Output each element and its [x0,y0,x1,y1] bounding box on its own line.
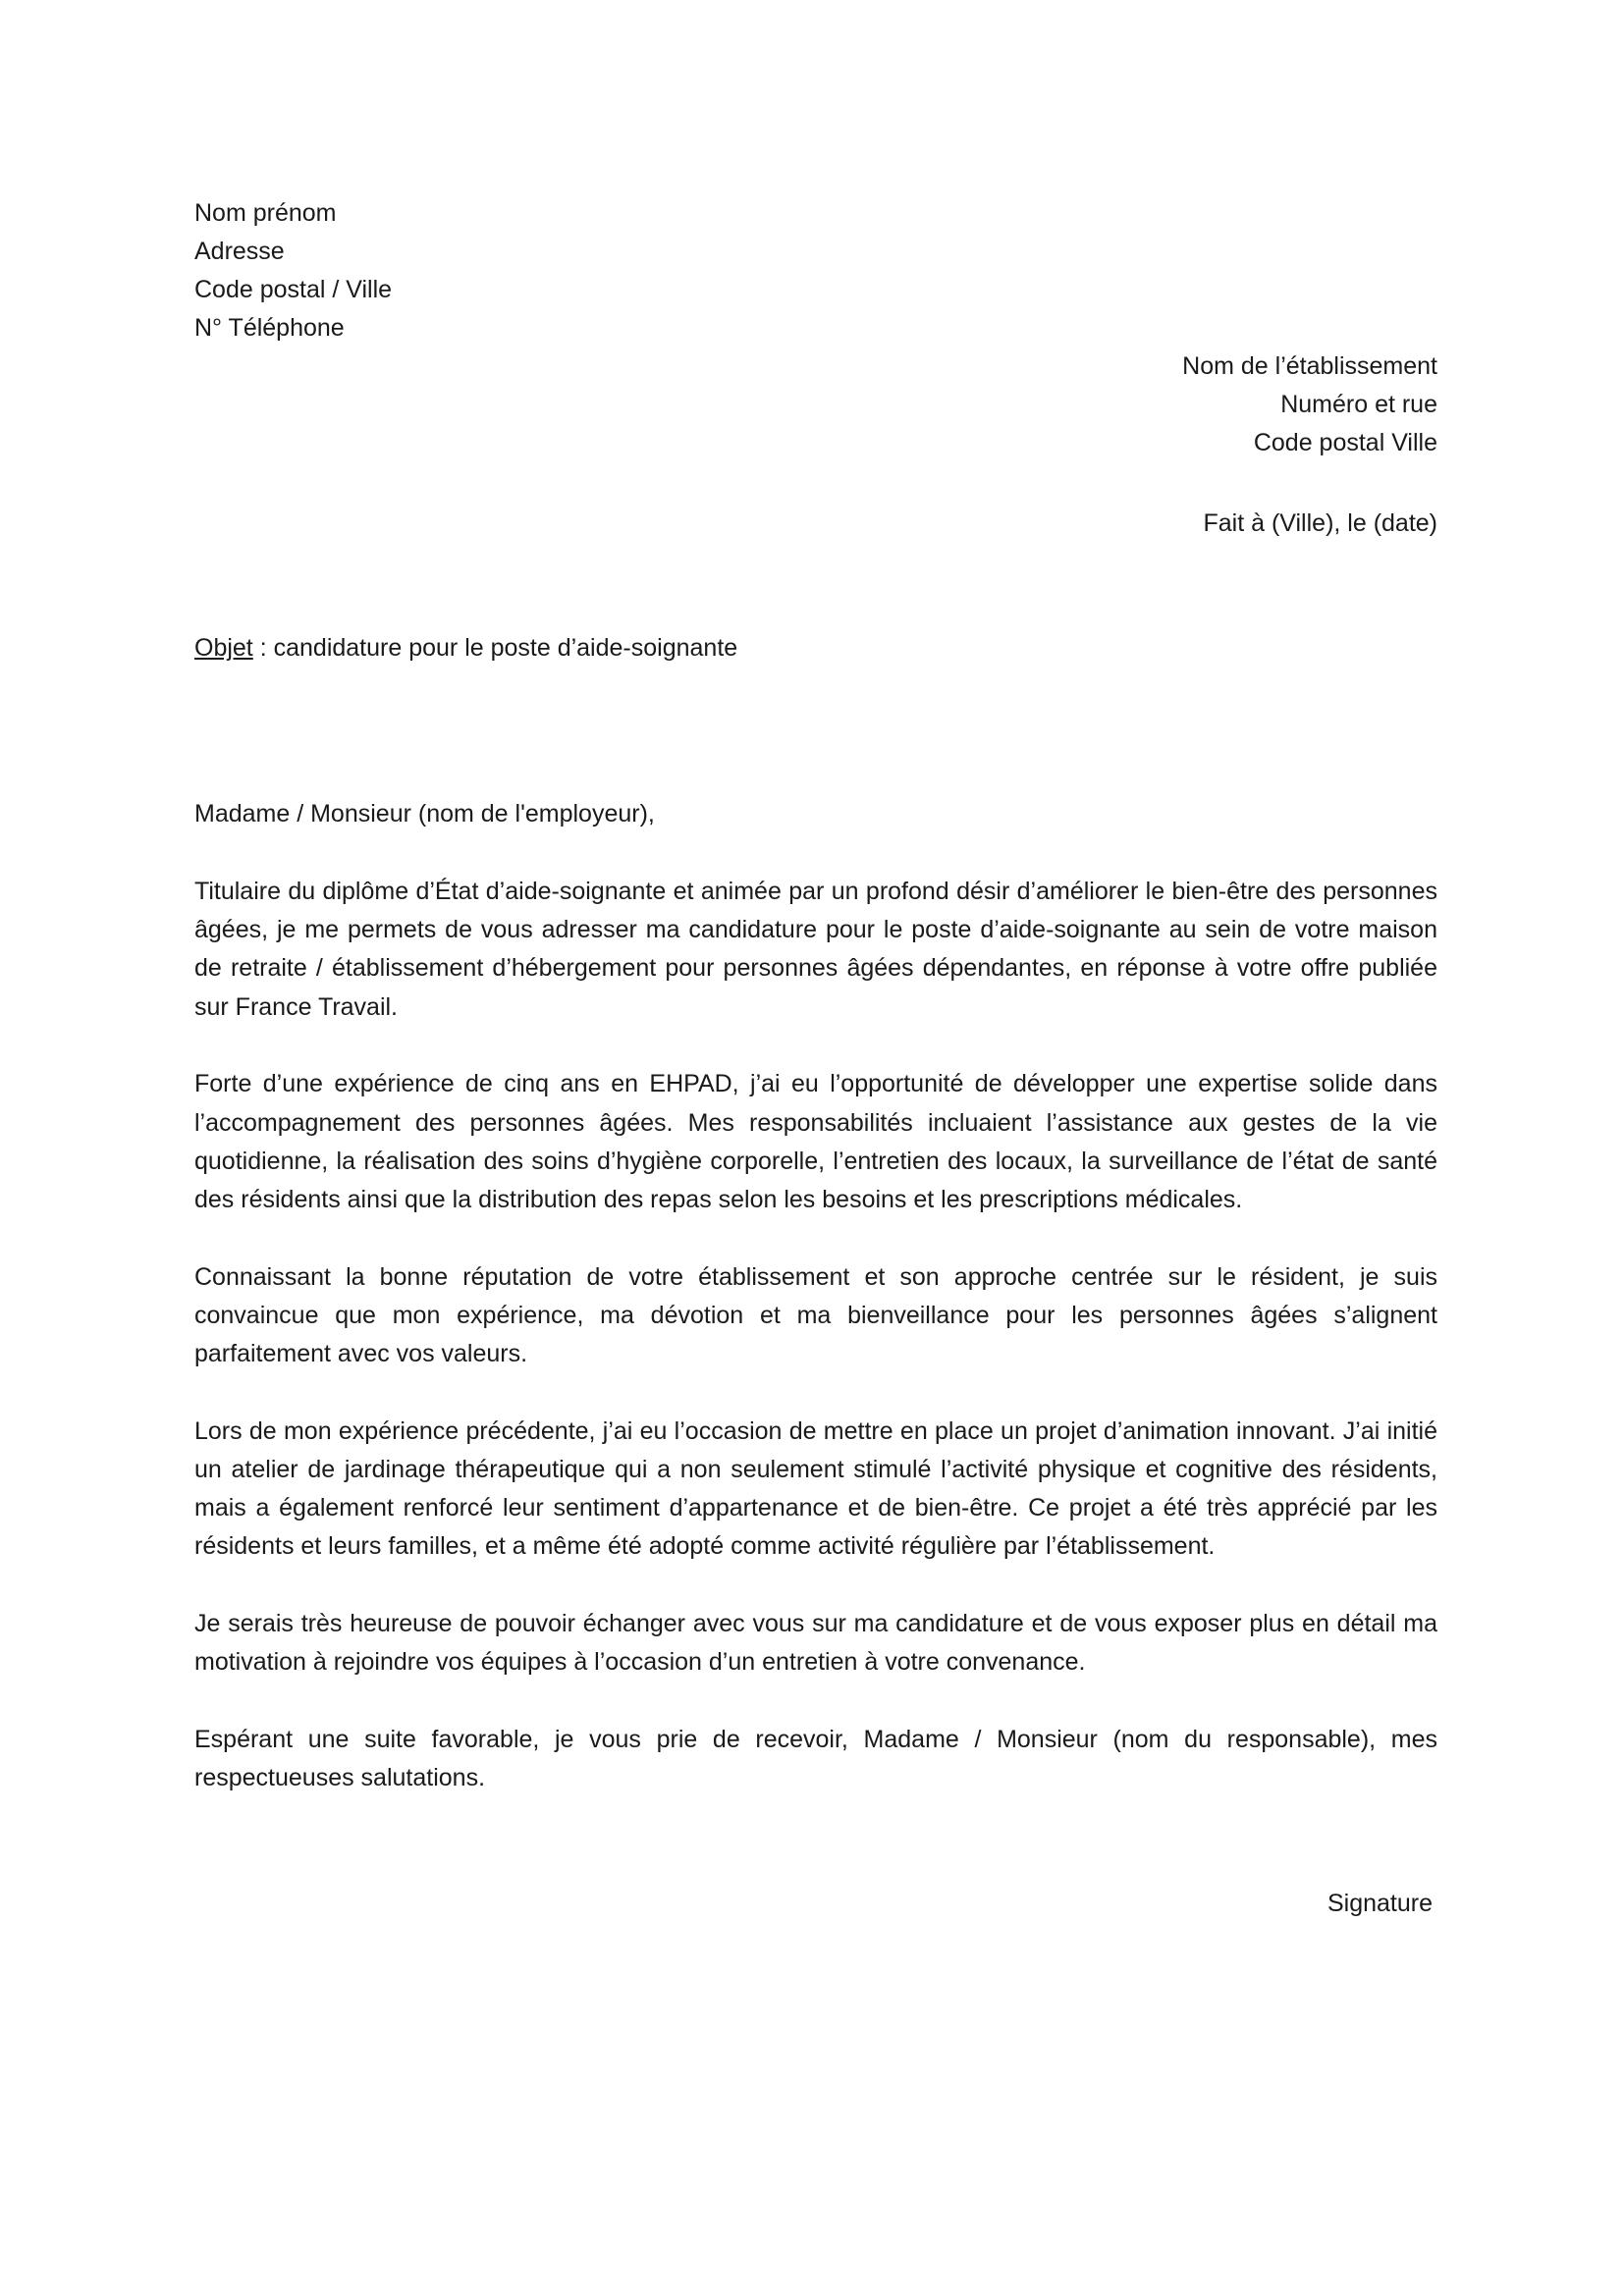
paragraph-motivation: Connaissant la bonne réputation de votre établissement et son approche centrée sur le résident, je suis convaincue que mon expérience, ma dévotion et ma bienveillance pour les personnes âgées s’alignent parfaitement avec vos valeurs. [194,1262,1437,1368]
recipient-block [1182,347,1437,462]
salutation: Madame / Monsieur (nom de l'employeur), [194,800,655,828]
sender-address: Adresse [194,238,285,265]
subject-separator: : [252,634,274,662]
sender-block [194,194,392,347]
sender-phone: N° Téléphone [194,314,345,342]
recipient-street: Numéro et rue [1280,391,1437,418]
signature: Signature [1326,1890,1433,1917]
paragraph-interview-request: Je serais très heureuse de pouvoir échanger avec vous sur ma candidature et de vous exposer plus en détail ma motivation à rejoindre vos équipes à l’occasion d’un entretien à votre convenance. [194,1610,1437,1677]
paragraph-closing: Espérant une suite favorable, je vous prie de recevoir, Madame / Monsieur (nom du responsable), mes respectueuses salutations. [194,1725,1437,1792]
subject-label: Objet [194,634,253,662]
subject-line [194,629,737,667]
sender-city: Code postal / Ville [194,276,393,303]
letter-body [194,873,1437,1837]
sender-name: Nom prénom [194,199,337,227]
paragraph-project: Lors de mon expérience précédente, j’ai eu l’occasion de mettre en place un projet d’animation innovant. J’ai initié un atelier de jardinage thérapeutique qui a non seulement stimulé l’activité physique et cognitive des résidents, mais a également renforcé leur sentiment d’appartenance et de bien-être. Ce projet a été très apprécié par les résidents et leurs familles, et a même été adopté comme activité régulière par l’établissement. [194,1416,1437,1561]
recipient-establishment: Nom de l’établissement [1182,352,1437,380]
recipient-city: Code postal Ville [1253,429,1437,456]
paragraph-introduction: Titulaire du diplôme d’État d’aide-soignante et animée par un profond désir d’améliorer le bien-être des personnes âgées, je me permets de vous adresser ma candidature pour le poste d’aide-soignante au sein de votre maison de retraite / établissement d’hébergement pour personnes âgées dépendantes, en réponse à votre offre publiée sur France Travail. [194,878,1437,1021]
paragraph-experience: Forte d’une expérience de cinq ans en EHPAD, j’ai eu l’opportunité de développer une expertise solide dans l’accompagnement des personnes âgées. Mes responsabilités incluaient l’assistance aux gestes de la vie quotidienne, la réalisation des soins d’hygiène corporelle, l’entretien des locaux, la surveillance de l’état de santé des résidents ainsi que la distribution des repas selon les besoins et les prescriptions médicales. [194,1070,1437,1213]
subject-text: candidature pour le poste d’aide-soignante [273,634,738,662]
place-date-line: Fait à (Ville), le (date) [1203,509,1437,537]
